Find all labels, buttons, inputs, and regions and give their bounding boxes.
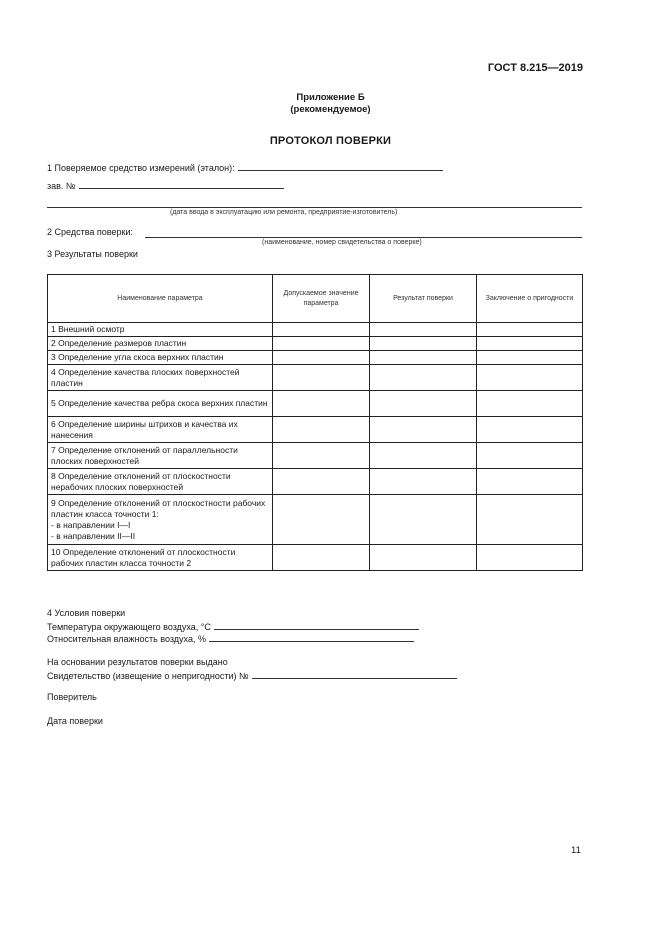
- item1-blank: [238, 161, 443, 171]
- allowed-value-cell[interactable]: [273, 391, 370, 417]
- conclusion-cell[interactable]: [477, 417, 583, 443]
- conclusion-cell[interactable]: [477, 469, 583, 495]
- allowed-value-cell[interactable]: [273, 417, 370, 443]
- result-cell[interactable]: [370, 495, 477, 545]
- item1-detail-blank: [47, 207, 582, 208]
- allowed-value-cell[interactable]: [273, 469, 370, 495]
- temperature-line: [47, 620, 419, 632]
- conclusion-cell[interactable]: [477, 337, 583, 351]
- appendix-title: Приложение Б: [296, 92, 365, 103]
- conclusion-cell[interactable]: [477, 351, 583, 365]
- table-row: [48, 391, 583, 417]
- result-cell[interactable]: [370, 469, 477, 495]
- row-name: 10 Определение отклонений от плоскостности рабочих пластин класса точности 2: [48, 545, 273, 571]
- row-name: 6 Определение ширины штрихов и качества их нанесения: [48, 417, 273, 443]
- table-row: [48, 323, 583, 337]
- result-cell[interactable]: [370, 443, 477, 469]
- row-name: 3 Определение угла скоса верхних пластин: [48, 351, 273, 365]
- conclusion-cell[interactable]: [477, 323, 583, 337]
- item2-line: [47, 227, 133, 237]
- conclusion-line-2: [47, 669, 457, 681]
- allowed-value-cell[interactable]: [273, 351, 370, 365]
- table-row: [48, 469, 583, 495]
- table-row: [48, 545, 583, 571]
- results-table: [47, 274, 583, 571]
- allowed-value-cell[interactable]: [273, 495, 370, 545]
- item1-label: 1 Поверяемое средство измерений (эталон):: [47, 163, 235, 173]
- table-row: [48, 365, 583, 391]
- table-header-row: [48, 275, 583, 323]
- table-row: [48, 417, 583, 443]
- item3-label: 3 Результаты поверки: [47, 249, 138, 259]
- table-row: [48, 351, 583, 365]
- result-cell[interactable]: [370, 351, 477, 365]
- verification-date-label: Дата поверки: [47, 716, 103, 726]
- serial-blank: [79, 179, 284, 189]
- item2-caption: (наименование, номер свидетельства о поверке): [262, 239, 422, 246]
- item2-blank: [145, 237, 582, 238]
- verifier-label: Поверитель: [47, 692, 97, 702]
- row-name: 7 Определение отклонений от параллельности плоских поверхностей: [48, 443, 273, 469]
- conditions-title: 4 Условия поверки: [47, 608, 126, 618]
- certificate-number-blank[interactable]: [252, 669, 457, 679]
- temperature-blank[interactable]: [214, 620, 419, 630]
- conclusion-cell[interactable]: [477, 391, 583, 417]
- item2-label: 2 Средства поверки:: [47, 227, 133, 237]
- table-row: [48, 495, 583, 545]
- allowed-value-cell[interactable]: [273, 545, 370, 571]
- table-row: [48, 337, 583, 351]
- allowed-value-cell[interactable]: [273, 323, 370, 337]
- humidity-line: [47, 632, 414, 644]
- row-name: 9 Определение отклонений от плоскостности рабочих пластин класса точности 1: - в направлении I—I - в направлении II—II: [48, 495, 273, 545]
- row-name: 2 Определение размеров пластин: [48, 337, 273, 351]
- header-parameter-name: Наименование параметра: [48, 275, 273, 323]
- conclusion-line-1: На основании результатов поверки выдано: [47, 657, 228, 667]
- row-name: 5 Определение качества ребра скоса верхних пластин: [48, 391, 273, 417]
- result-cell[interactable]: [370, 417, 477, 443]
- row-name: 1 Внешний осмотр: [48, 323, 273, 337]
- serial-label: зав. №: [47, 181, 76, 191]
- appendix-subtitle: (рекомендуемое): [290, 104, 371, 115]
- item1-line: [47, 161, 443, 173]
- page-number: 11: [571, 845, 581, 856]
- conclusion-cell[interactable]: [477, 545, 583, 571]
- certificate-label: Свидетельство (извещение о непригодности) №: [47, 671, 249, 681]
- result-cell[interactable]: [370, 337, 477, 351]
- serial-line: [47, 179, 284, 191]
- header-allowed-value: Допускаемое значение параметра: [273, 275, 370, 323]
- header-conclusion: Заключение о пригодности: [477, 275, 583, 323]
- result-cell[interactable]: [370, 391, 477, 417]
- allowed-value-cell[interactable]: [273, 365, 370, 391]
- humidity-label: Относительная влажность воздуха, %: [47, 634, 206, 644]
- standard-number: ГОСТ 8.215—2019: [487, 62, 583, 74]
- conclusion-cell[interactable]: [477, 443, 583, 469]
- allowed-value-cell[interactable]: [273, 337, 370, 351]
- result-cell[interactable]: [370, 545, 477, 571]
- conclusion-cell[interactable]: [477, 495, 583, 545]
- temperature-label: Температура окружающего воздуха, °С: [47, 622, 211, 632]
- protocol-title: ПРОТОКОЛ ПОВЕРКИ: [269, 135, 392, 147]
- row-name: 8 Определение отклонений от плоскостности нерабочих плоских поверхностей: [48, 469, 273, 495]
- humidity-blank[interactable]: [209, 632, 414, 642]
- header-result: Результат поверки: [370, 275, 477, 323]
- item1-caption: (дата ввода в эксплуатацию или ремонта, предприятие-изготовитель): [170, 209, 398, 216]
- result-cell[interactable]: [370, 365, 477, 391]
- allowed-value-cell[interactable]: [273, 443, 370, 469]
- result-cell[interactable]: [370, 323, 477, 337]
- table-row: [48, 443, 583, 469]
- conclusion-cell[interactable]: [477, 365, 583, 391]
- row-name: 4 Определение качества плоских поверхностей пластин: [48, 365, 273, 391]
